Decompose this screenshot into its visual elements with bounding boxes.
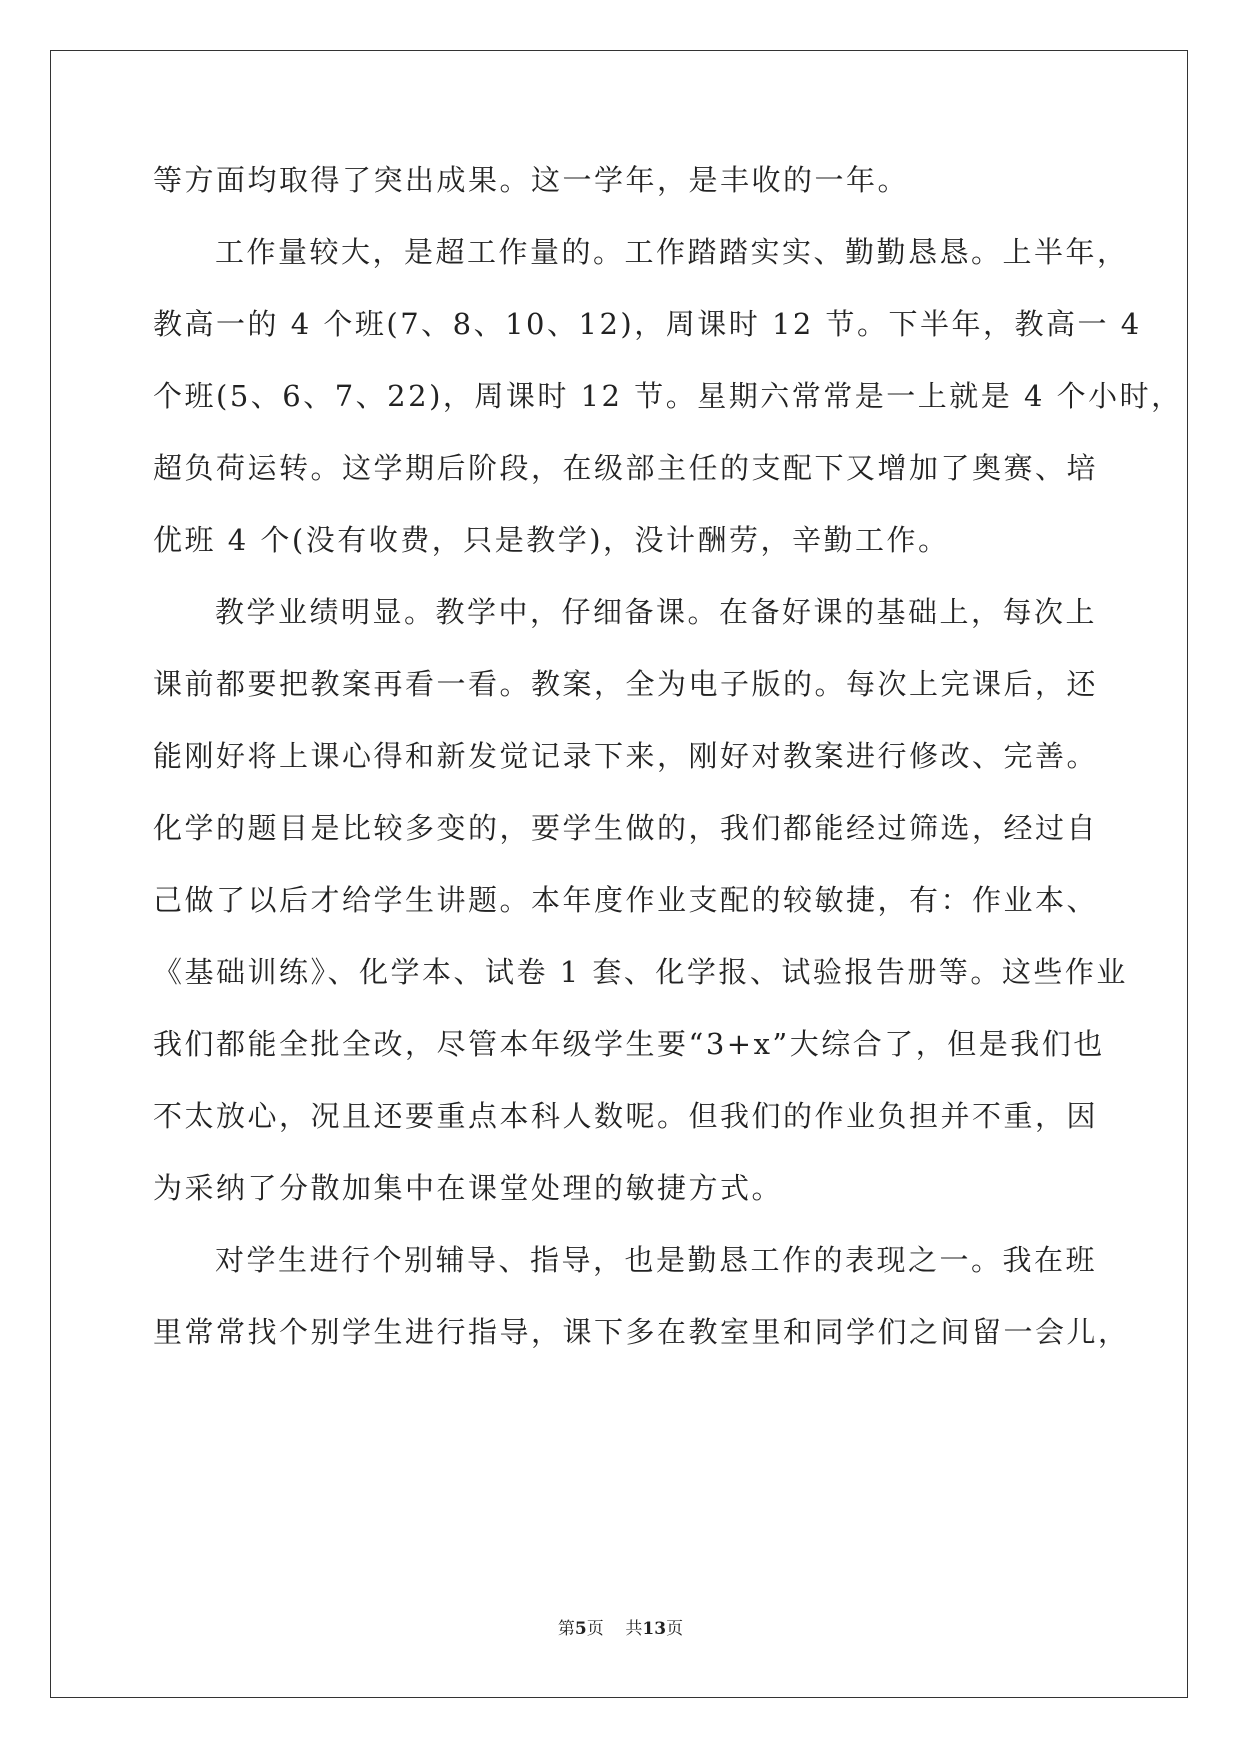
text-line: 化学的题目是比较多变的，要学生做的，我们都能经过筛选，经过自: [153, 811, 1099, 845]
text-line: 能刚好将上课心得和新发觉记录下来，刚好对教案进行修改、完善。: [153, 739, 1099, 773]
text-line: 我们都能全批全改，尽管本年级学生要“3+x”大综合了，但是我们也: [153, 1027, 1105, 1061]
text-line: 课前都要把教案再看一看。教案，全为电子版的。每次上完课后，还: [153, 667, 1099, 701]
page-suffix: 页: [586, 1619, 604, 1639]
total-pages: 13: [642, 1619, 667, 1639]
text-line: 里常常找个别学生进行指导，课下多在教室里和同学们之间留一会儿，: [153, 1315, 1130, 1349]
paragraph-start-line: 工作量较大，是超工作量的。工作踏踏实实、勤勤恳恳。上半年，: [215, 235, 1129, 269]
paragraph-start-line: 教学业绩明显。教学中，仔细备课。在备好课的基础上，每次上: [215, 595, 1098, 629]
page-border: [50, 50, 1188, 1698]
text-line: 个班(5、6、7、22)，周课时 12 节。星期六常常是一上就是 4 个小时，: [153, 379, 1183, 413]
total-suffix: 页: [666, 1619, 684, 1639]
text-line: 超负荷运转。这学期后阶段，在级部主任的支配下又增加了奥赛、培: [153, 451, 1099, 485]
text-line: 不太放心，况且还要重点本科人数呢。但我们的作业负担并不重，因: [153, 1099, 1099, 1133]
text-line: 优班 4 个(没有收费，只是教学)，没计酬劳，辛勤工作。: [153, 523, 950, 557]
text-line: 己做了以后才给学生讲题。本年度作业支配的较敏捷，有：作业本、: [153, 883, 1099, 917]
total-prefix: 共: [625, 1619, 643, 1639]
page-prefix: 第: [557, 1619, 575, 1639]
text-line: 教高一的 4 个班(7、8、10、12)，周课时 12 节。下半年，教高一 4: [153, 307, 1142, 341]
page-footer: [0, 1614, 1241, 1639]
paragraph-start-line: 对学生进行个别辅导、指导，也是勤恳工作的表现之一。我在班: [215, 1243, 1098, 1277]
page-number: 5: [574, 1619, 587, 1639]
text-line: 《基础训练》、化学本、试卷 1 套、化学报、试验报告册等。这些作业: [153, 955, 1128, 989]
text-line: 等方面均取得了突出成果。这一学年，是丰收的一年。: [153, 163, 910, 197]
text-line: 为采纳了分散加集中在课堂处理的敏捷方式。: [153, 1171, 784, 1205]
